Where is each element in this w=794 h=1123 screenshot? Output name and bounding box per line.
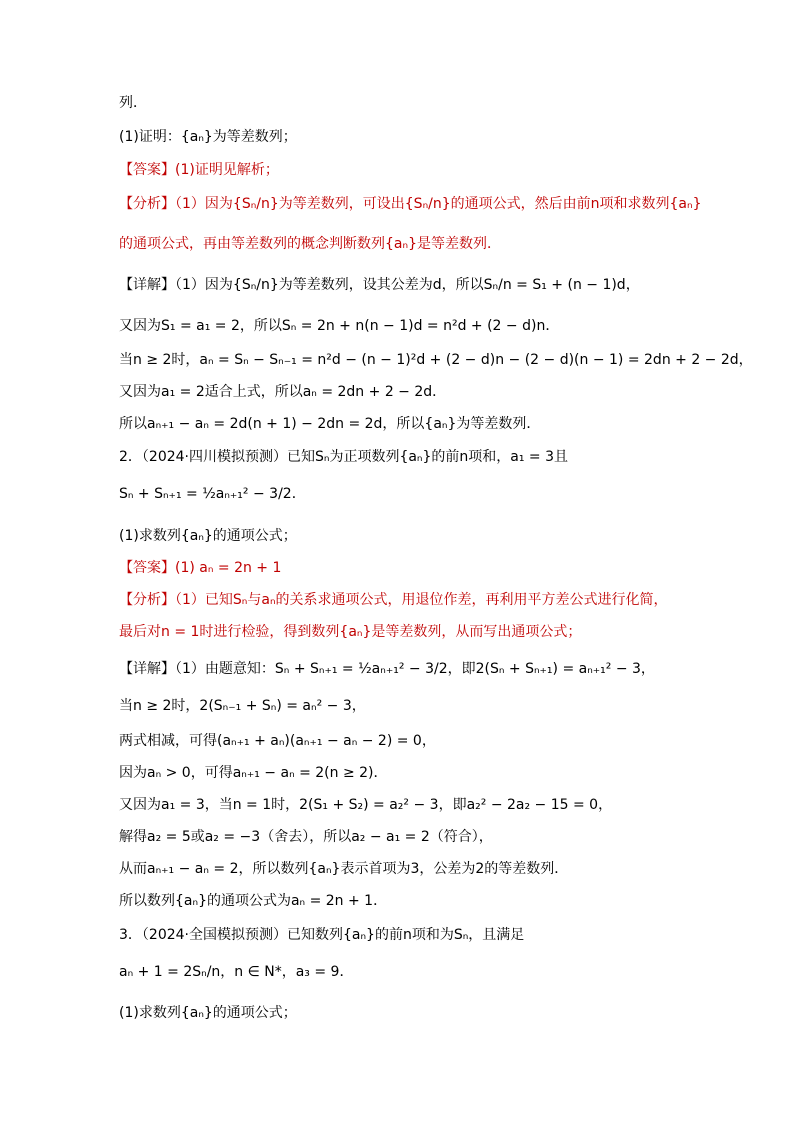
detail-line: 所以aₙ₊₁ − aₙ = 2d(n + 1) − 2dn = 2d，所以{aₙ}为等差数列． <box>119 416 541 432</box>
detail-line: 【详解】（1）因为{Sₙ/n}为等差数列，设其公差为d，所以Sₙ/n = S₁ + (n − 1)d， <box>119 277 640 293</box>
analysis-line: 最后对n = 1时进行检验，得到数列{aₙ}是等差数列，从而写出通项公式； <box>119 624 582 640</box>
analysis-line: 【分析】（1）已知Sₙ与aₙ的关系求通项公式，用退位作差，再利用平方差公式进行化简， <box>119 592 668 608</box>
detail-line: 因为aₙ > 0，可得aₙ₊₁ − aₙ = 2(n ≥ 2)． <box>119 765 388 781</box>
analysis-line: 【分析】（1）因为{Sₙ/n}为等差数列，可设出{Sₙ/n}的通项公式，然后由前n项和求数列{aₙ} <box>119 196 702 212</box>
detail-line: 又因为a₁ = 3，当n = 1时，2(S₁ + S₂) = a₂² − 3，即a₂² − 2a₂ − 15 = 0， <box>119 797 613 813</box>
answer-line: 【答案】(1) aₙ = 2n + 1 <box>119 560 282 576</box>
detail-line: 两式相减，可得(aₙ₊₁ + aₙ)(aₙ₊₁ − aₙ − 2) = 0， <box>119 733 436 749</box>
question-part-1: (1)求数列{aₙ}的通项公式； <box>119 528 297 544</box>
detail-line: 解得a₂ = 5或a₂ = −3（舍去），所以a₂ − a₁ = 2（符合）， <box>119 829 493 845</box>
problem-2-equation: Sₙ + Sₙ₊₁ = ½aₙ₊₁² − 3/2． <box>119 486 306 502</box>
problem-3-title: 3．（2024·全国模拟预测）已知数列{aₙ}的前n项和为Sₙ，且满足 <box>119 927 525 943</box>
detail-line: 所以数列{aₙ}的通项公式为aₙ = 2n + 1． <box>119 893 388 909</box>
detail-line: 当n ≥ 2时，aₙ = Sₙ − Sₙ₋₁ = n²d − (n − 1)²d + (2 − d)n − (2 − d)(n − 1) = 2dn + 2 − 2d， <box>119 352 753 368</box>
detail-line: 当n ≥ 2时，2(Sₙ₋₁ + Sₙ) = aₙ² − 3， <box>119 698 366 714</box>
answer-line: 【答案】(1)证明见解析； <box>119 162 279 178</box>
detail-line: 又因为S₁ = a₁ = 2，所以Sₙ = 2n + n(n − 1)d = n²d + (2 − d)n． <box>119 318 560 334</box>
detail-line: 从而aₙ₊₁ − aₙ = 2，所以数列{aₙ}表示首项为3，公差为2的等差数列． <box>119 861 569 877</box>
continuation-text: 列． <box>119 95 147 111</box>
question-part-1: (1)证明：{aₙ}为等差数列； <box>119 129 297 145</box>
detail-line: 【详解】（1）由题意知：Sₙ + Sₙ₊₁ = ½aₙ₊₁² − 3/2，即2(Sₙ + Sₙ₊₁) = aₙ₊₁² − 3， <box>119 661 655 677</box>
problem-2-title: 2．（2024·四川模拟预测）已知Sₙ为正项数列{aₙ}的前n项和，a₁ = 3且 <box>119 449 569 465</box>
question-part-1: (1)求数列{aₙ}的通项公式； <box>119 1005 297 1021</box>
analysis-line: 的通项公式，再由等差数列的概念判断数列{aₙ}是等差数列． <box>119 236 501 252</box>
problem-3-equation: aₙ + 1 = 2Sₙ/n，n ∈ N*，a₃ = 9． <box>119 964 354 980</box>
detail-line: 又因为a₁ = 2适合上式，所以aₙ = 2dn + 2 − 2d． <box>119 384 447 400</box>
